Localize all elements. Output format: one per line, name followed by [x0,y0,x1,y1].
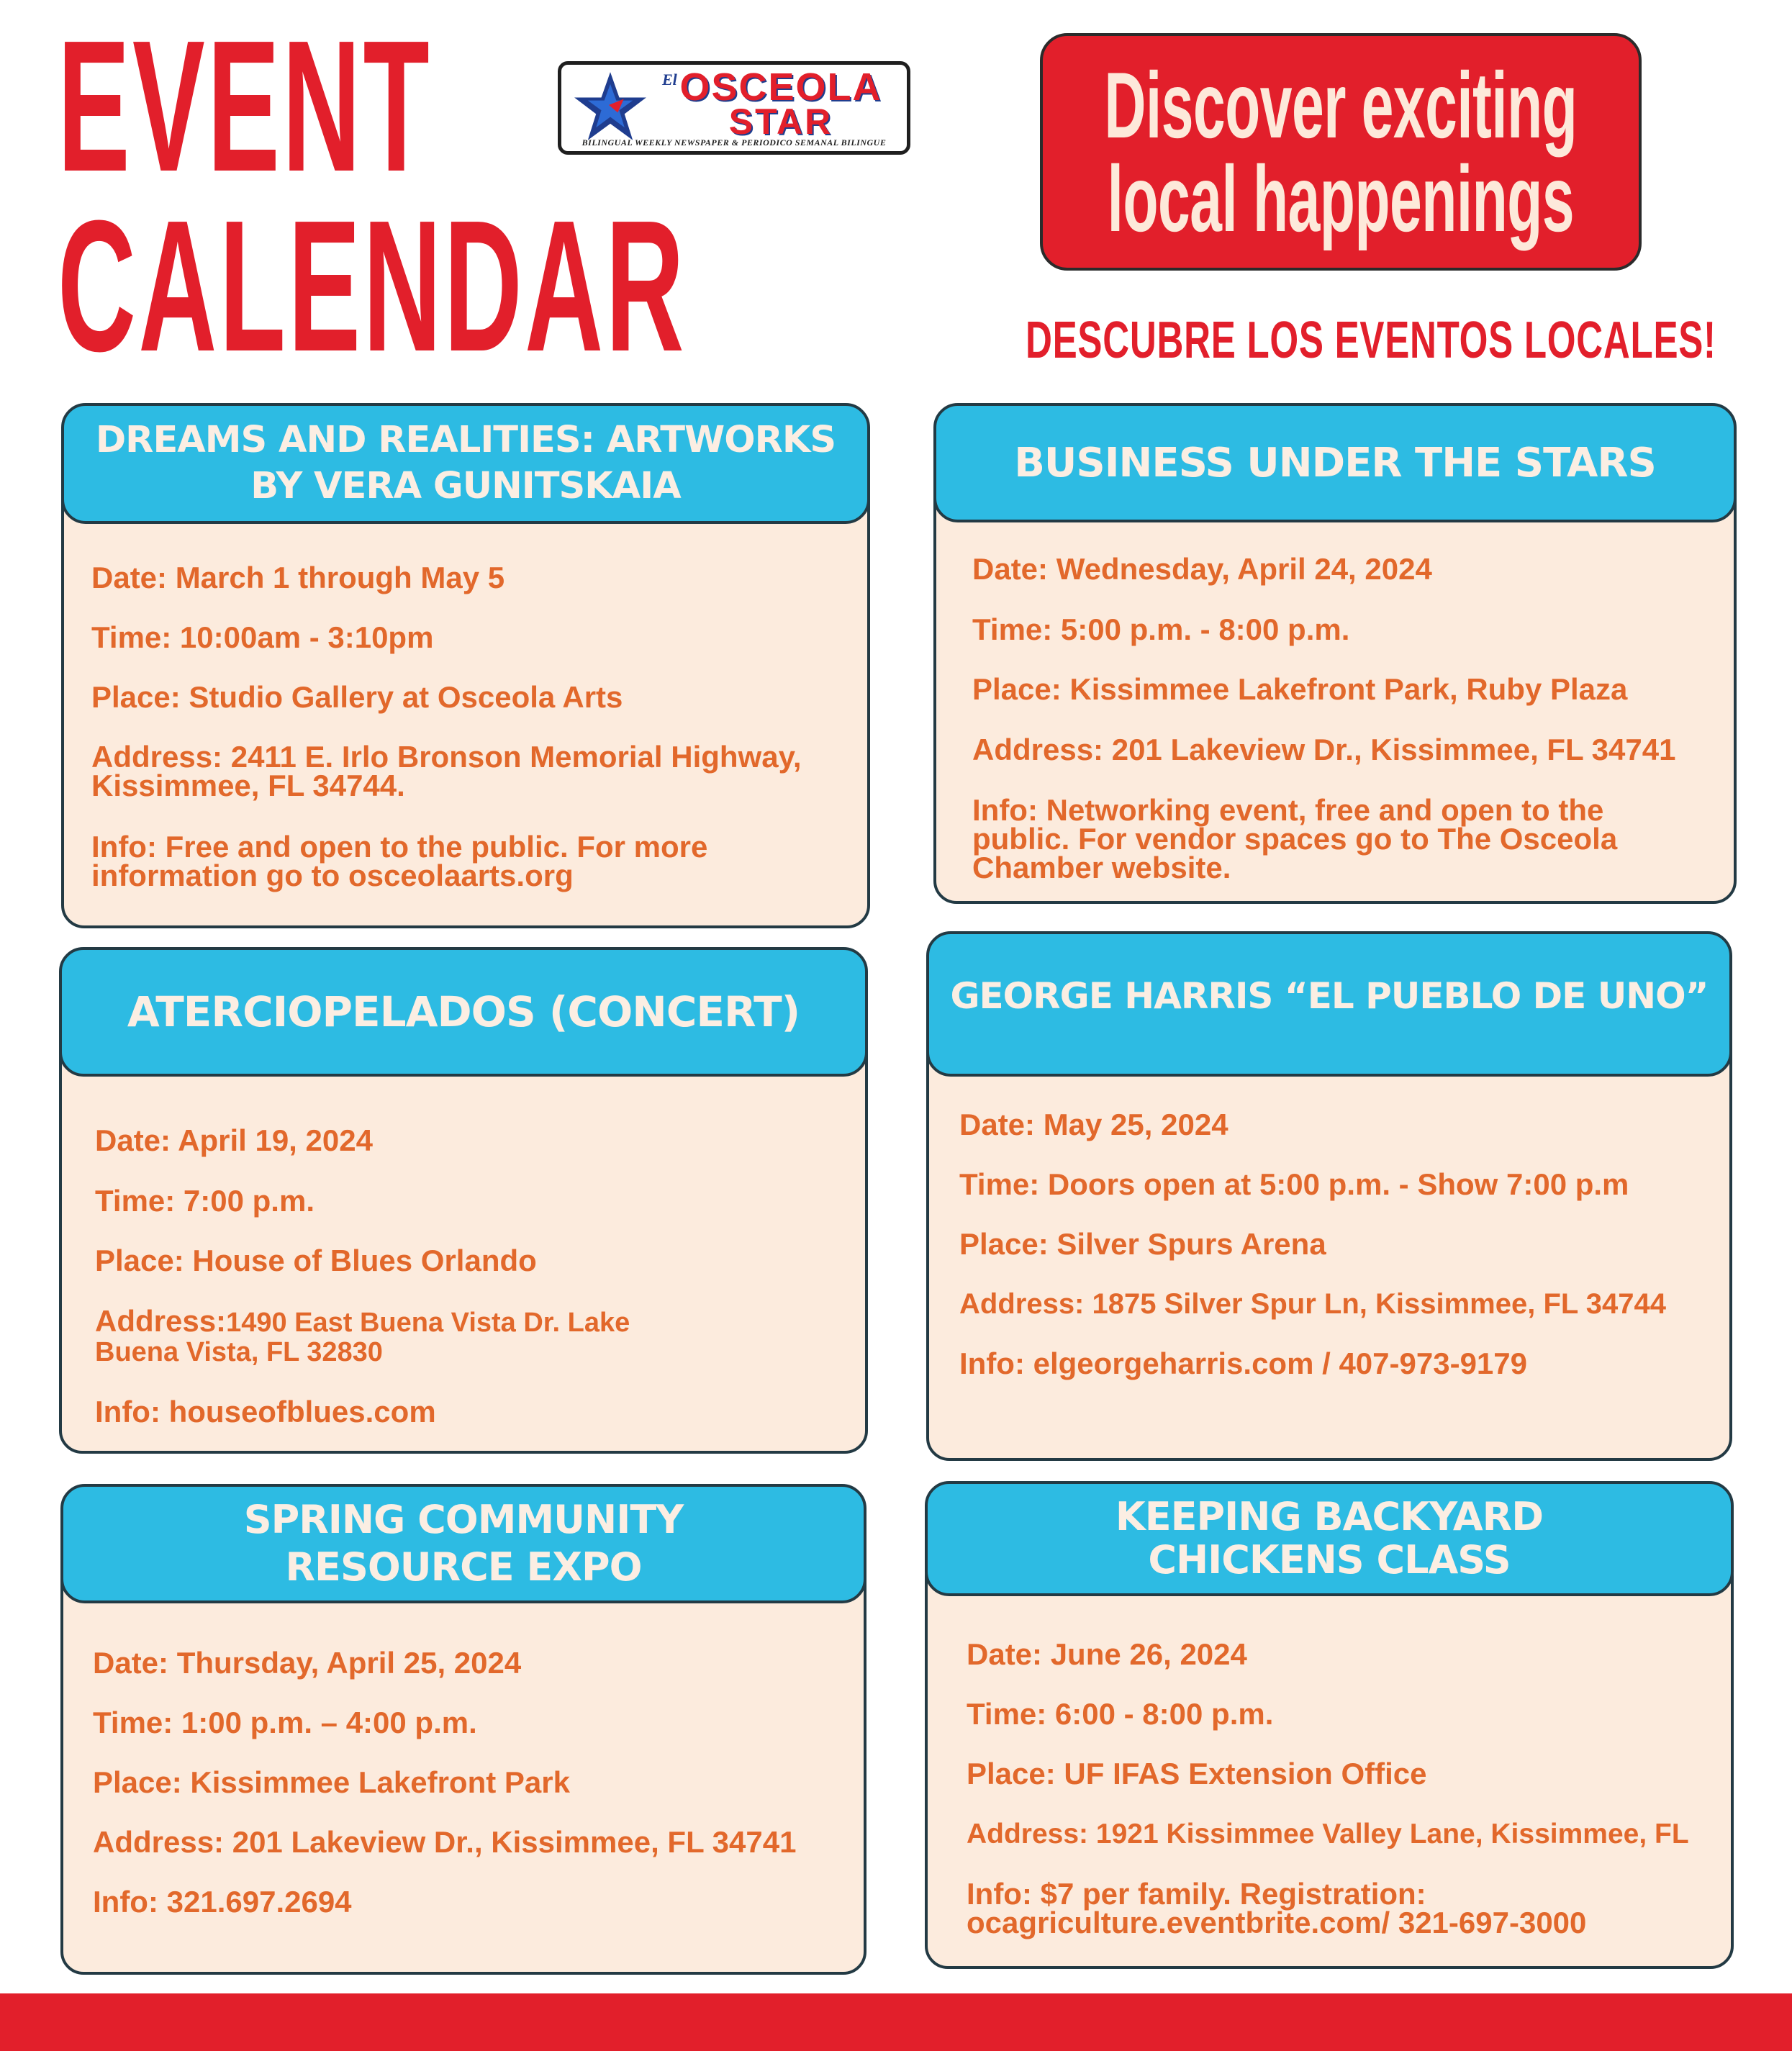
event-address: Address: 201 Lakeview Dr., Kissimmee, FL 34741 [93,1825,797,1859]
event-address [95,1336,854,1367]
event-info: ocagriculture.eventbrite.com/ 321-697-3000 [967,1906,1587,1939]
event-title-line2: CALENDAR [58,182,687,391]
event-place: Place: Kissimmee Lakefront Park, Ruby Plaza [972,672,1628,706]
event-info: public. For vendor spaces go to The Osceola [972,822,1618,856]
event-card-header [933,403,1737,522]
event-time: Time: 5:00 p.m. - 8:00 p.m. [972,612,1350,646]
event-date: Date: Thursday, April 25, 2024 [93,1646,522,1680]
event-date: Date: May 25, 2024 [959,1108,1228,1141]
event-address-line2: Buena Vista, FL 32830 [95,1337,383,1367]
event-info: Chamber website. [972,851,1231,884]
event-place: Place: UF IFAS Extension Office [967,1757,1427,1790]
event-info: Info: 321.697.2694 [93,1885,352,1919]
descubre-subtitle: DESCUBRE LOS EVENTOS LOCALES! [1026,312,1716,369]
bottom-bar [0,1993,1792,2051]
event-info: Info: Free and open to the public. For more [91,830,708,864]
event-info: Info: houseofblues.com [95,1395,436,1429]
logo-name-star: STAR [728,101,833,142]
event-date: Date: June 26, 2024 [967,1637,1247,1671]
event-time: Time: Doors open at 5:00 p.m. - Show 7:00 p.m [959,1167,1629,1201]
event-info: Info: $7 per family. Registration: [967,1877,1426,1911]
event-address-line1: 1490 East Buena Vista Dr. Lake [226,1308,630,1338]
event-place: Place: Studio Gallery at Osceola Arts [91,680,623,714]
logo-tagline: BILINGUAL WEEKLY NEWSPAPER & PERIODICO SEMANAL BILINGUE [582,137,887,148]
event-place: Place: House of Blues Orlando [95,1244,537,1277]
event-card-dreams-and-realities [61,403,870,928]
event-title: BY VERA GUNITSKAIA [250,465,681,507]
event-card-body [59,1026,868,1454]
discover-line1: Discover exciting [1104,53,1578,158]
event-address: Address: 1875 Silver Spur Ln, Kissimmee, FL 34744 [959,1288,1666,1320]
event-title: GEORGE HARRIS “EL PUEBLO DE UNO” [950,975,1709,1017]
event-card-header [925,1481,1734,1596]
event-title: DREAMS AND REALITIES: ARTWORKS [95,419,836,461]
event-card-aterciopelados [59,947,868,1454]
event-card-business-under-the-stars [933,403,1737,904]
star-icon [571,69,649,144]
event-time: Time: 1:00 p.m. – 4:00 p.m. [93,1706,477,1739]
event-time: Time: 10:00am - 3:10pm [91,620,434,654]
event-date: Date: March 1 through May 5 [91,561,505,594]
event-date: Date: April 19, 2024 [95,1123,373,1157]
event-date: Date: Wednesday, April 24, 2024 [972,552,1432,586]
event-address: Address: 2411 E. Irlo Bronson Memorial Highway, [91,740,802,774]
event-card-header [59,947,868,1077]
event-address-label: Address: [95,1304,227,1338]
event-card-header [926,931,1732,1077]
event-info: Info: Networking event, free and open to the [972,793,1604,827]
osceola-star-logo [558,61,910,155]
event-title: RESOURCE EXPO [285,1544,642,1590]
event-info: information go to osceolaarts.org [91,859,574,892]
event-card-header [61,403,870,524]
event-address [95,1306,854,1338]
event-place: Place: Silver Spurs Arena [959,1227,1326,1261]
event-place: Place: Kissimmee Lakefront Park [93,1765,570,1799]
event-title: SPRING COMMUNITY [243,1497,684,1542]
discover-banner [1040,33,1642,271]
event-info: Info: elgeorgeharris.com / 407-973-9179 [959,1346,1527,1380]
event-card-spring-community-expo [60,1484,866,1975]
event-title: BUSINESS UNDER THE STARS [1014,439,1656,486]
event-address: Address: 201 Lakeview Dr., Kissimmee, FL 34741 [972,733,1676,766]
logo-name-osceola: OSCEOLA [679,65,882,109]
logo-el: El [662,71,677,89]
discover-line2: local happenings [1107,146,1575,251]
event-card-george-harris [926,931,1732,1461]
event-card-backyard-chickens [925,1481,1734,1969]
event-address: Kissimmee, FL 34744. [91,769,405,802]
event-time: Time: 6:00 - 8:00 p.m. [967,1697,1274,1731]
event-title: CHICKENS CLASS [1148,1537,1511,1583]
event-time: Time: 7:00 p.m. [95,1184,314,1218]
event-title: ATERCIOPELADOS (CONCERT) [127,987,800,1036]
event-address: Address: 1921 Kissimmee Valley Lane, Kissimmee, FL [967,1819,1689,1849]
event-title-line1: EVENT [58,2,433,211]
event-card-header [60,1484,866,1603]
event-title: KEEPING BACKYARD [1115,1494,1544,1539]
